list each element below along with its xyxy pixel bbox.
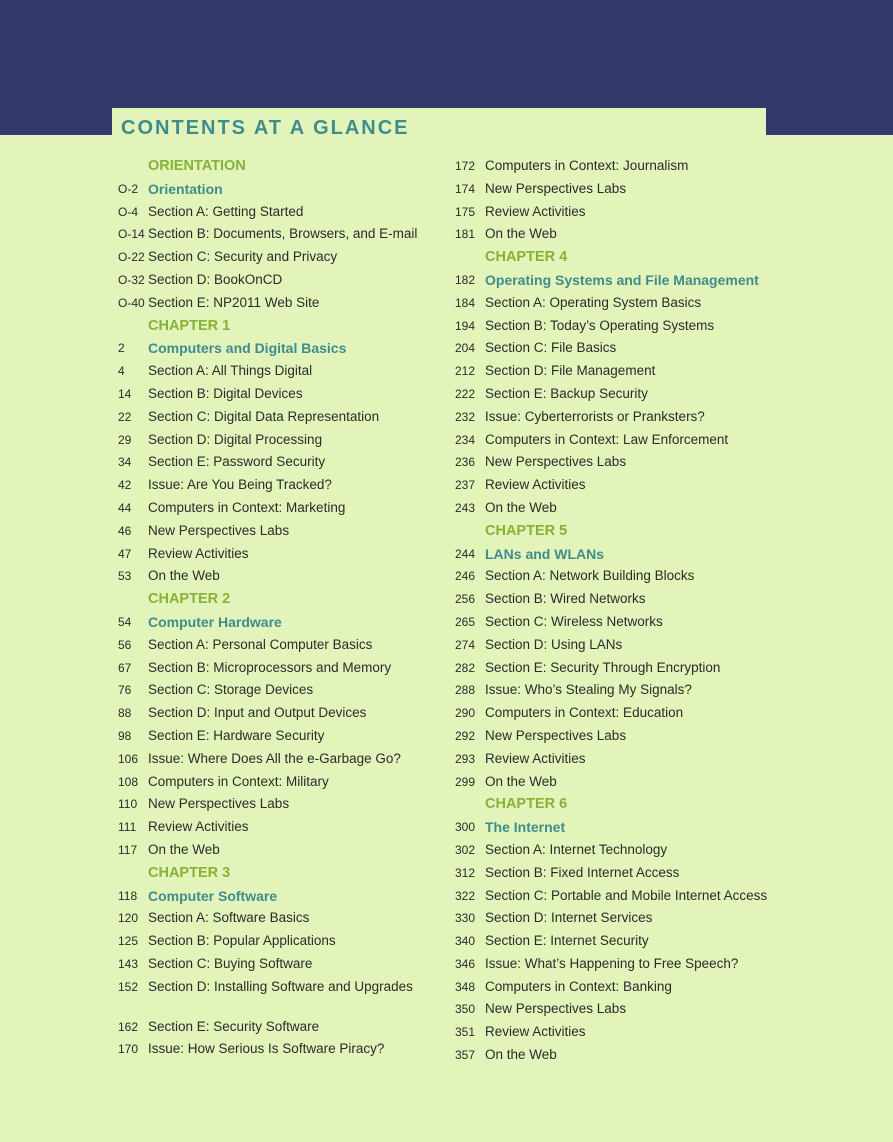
page-number: 118 xyxy=(118,888,138,903)
page-number: 4 xyxy=(118,364,125,379)
toc-entry xyxy=(118,223,443,246)
entry-title: Section A: Software Basics xyxy=(148,910,310,926)
toc-entry xyxy=(118,679,443,702)
entry-title: Section B: Microprocessors and Memory xyxy=(148,659,392,675)
page-number: 340 xyxy=(455,934,476,949)
entry-title: Review Activities xyxy=(148,545,249,561)
toc-entry xyxy=(118,1016,443,1039)
page-number: 322 xyxy=(455,888,476,903)
page-number: 234 xyxy=(455,432,476,447)
page-number: 88 xyxy=(118,706,132,721)
toc-entry xyxy=(455,292,775,315)
toc-entry xyxy=(118,292,443,315)
page-number: 288 xyxy=(455,683,476,698)
toc-entry xyxy=(118,429,443,452)
page-number: 47 xyxy=(118,546,132,561)
page-number: 175 xyxy=(455,204,476,219)
entry-title: Section C: Buying Software xyxy=(148,955,313,971)
toc-entry xyxy=(118,793,443,816)
entry-title: Section B: Popular Applications xyxy=(148,933,336,949)
entry-title: Issue: Where Does All the e-Garbage Go? xyxy=(148,750,401,766)
page-number: 117 xyxy=(118,842,138,857)
page-number xyxy=(455,246,485,248)
entry-title: Issue: What’s Happening to Free Speech? xyxy=(485,955,739,971)
entry-title: Computer Software xyxy=(148,887,278,904)
entry-title: New Perspectives Labs xyxy=(485,1001,627,1017)
entry-title: Section D: Input and Output Devices xyxy=(148,705,367,721)
entry-title: The Internet xyxy=(485,819,566,836)
toc-entry xyxy=(118,930,443,953)
chapter-label xyxy=(455,520,775,543)
page-number xyxy=(455,520,485,522)
toc-entry xyxy=(118,383,443,406)
entry-title: CHAPTER 2 xyxy=(148,591,231,608)
entry-title: On the Web xyxy=(148,568,220,584)
entry-title: Section D: BookOnCD xyxy=(148,271,283,287)
chapter-label xyxy=(118,315,443,338)
entry-title: ORIENTATION xyxy=(148,158,246,174)
page-number: O-40 xyxy=(118,295,145,310)
entry-title: Section D: Digital Processing xyxy=(148,431,323,447)
entry-title: Section C: File Basics xyxy=(485,340,617,356)
toc-entry xyxy=(455,611,775,634)
page-number: 357 xyxy=(455,1048,476,1063)
chapter-label xyxy=(118,862,443,885)
page-number xyxy=(118,155,148,157)
toc-entry xyxy=(455,1044,775,1067)
page-number: 244 xyxy=(455,546,476,561)
toc-entry xyxy=(455,429,775,452)
chapter-title-entry xyxy=(118,178,443,201)
page-number: 76 xyxy=(118,683,132,698)
page-number: 110 xyxy=(118,797,138,812)
page-number: 212 xyxy=(455,364,476,379)
entry-title: On the Web xyxy=(485,773,557,789)
entry-title: Computers in Context: Education xyxy=(485,705,684,721)
page-number: 348 xyxy=(455,979,476,994)
chapter-title-entry xyxy=(118,885,443,908)
entry-title: Computers in Context: Law Enforcement xyxy=(485,431,729,447)
page-number: 22 xyxy=(118,409,132,424)
toc-entry xyxy=(118,657,443,680)
entry-title: CHAPTER 4 xyxy=(485,249,568,266)
page-number: 222 xyxy=(455,386,476,401)
toc-entry xyxy=(455,383,775,406)
toc-entry xyxy=(455,998,775,1021)
entry-title: Section E: Hardware Security xyxy=(148,727,325,743)
toc-entry xyxy=(455,178,775,201)
page-number: 2 xyxy=(118,341,125,356)
entry-title: Issue: How Serious Is Software Piracy? xyxy=(148,1041,385,1057)
entry-title: Section C: Storage Devices xyxy=(148,682,314,698)
toc-left-column xyxy=(118,155,443,1061)
entry-title: Section D: Installing Software and Upgrades xyxy=(148,978,413,994)
page-number: 290 xyxy=(455,706,476,721)
toc-entry xyxy=(118,748,443,771)
toc-entry xyxy=(118,702,443,725)
entry-title: New Perspectives Labs xyxy=(148,796,290,812)
page-number: 106 xyxy=(118,751,139,766)
toc-right-column xyxy=(455,155,775,1067)
entry-title: Orientation xyxy=(148,180,223,197)
entry-title: Section E: Security Through Encryption xyxy=(485,659,721,675)
toc-entry xyxy=(118,1038,443,1061)
page-number xyxy=(455,793,485,795)
entry-title: Section D: Using LANs xyxy=(485,636,623,652)
entry-title: Issue: Cyberterrorists or Pranksters? xyxy=(485,408,705,424)
toc-entry xyxy=(118,246,443,269)
page-number: 152 xyxy=(118,979,139,994)
toc-entry xyxy=(455,657,775,680)
toc-entry xyxy=(455,315,775,338)
entry-title: On the Web xyxy=(485,499,557,515)
entry-title: Section A: Getting Started xyxy=(148,203,304,219)
page-number: 98 xyxy=(118,728,132,743)
toc-entry xyxy=(118,543,443,566)
page-number: 170 xyxy=(118,1042,139,1057)
page-number: O-14 xyxy=(118,227,145,242)
entry-title: New Perspectives Labs xyxy=(485,454,627,470)
page-number: 111 xyxy=(118,820,137,835)
page-number xyxy=(118,588,148,590)
page-number: 246 xyxy=(455,569,476,584)
toc-entry xyxy=(455,862,775,885)
page-number xyxy=(118,315,148,317)
entry-title: Section B: Today’s Operating Systems xyxy=(485,317,715,333)
toc-entry xyxy=(118,360,443,383)
entry-title: New Perspectives Labs xyxy=(485,180,627,196)
chapter-label xyxy=(118,155,443,178)
entry-title: New Perspectives Labs xyxy=(485,727,627,743)
page-number: 44 xyxy=(118,500,132,515)
page-number: 330 xyxy=(455,911,476,926)
entry-title: Computers in Context: Marketing xyxy=(148,499,346,515)
entry-title: Review Activities xyxy=(148,819,249,835)
chapter-title-entry xyxy=(455,269,775,292)
entry-title: On the Web xyxy=(148,841,220,857)
entry-title: Section E: Backup Security xyxy=(485,385,648,401)
entry-title: Section B: Digital Devices xyxy=(148,385,303,401)
entry-title: Review Activities xyxy=(485,203,586,219)
entry-title: Section A: Operating System Basics xyxy=(485,294,702,310)
chapter-title-entry xyxy=(118,611,443,634)
entry-title: Computers in Context: Banking xyxy=(485,978,672,994)
entry-title: Section E: Internet Security xyxy=(485,933,649,949)
entry-title: Issue: Are You Being Tracked? xyxy=(148,477,332,493)
entry-title: Review Activities xyxy=(485,477,586,493)
entry-title: Operating Systems and File Management xyxy=(485,271,759,288)
entry-title: CHAPTER 3 xyxy=(148,864,231,881)
toc-entry xyxy=(118,634,443,657)
page-number: 42 xyxy=(118,478,132,493)
page-number: 350 xyxy=(455,1002,476,1017)
toc-entry xyxy=(118,953,443,976)
page-number: 265 xyxy=(455,614,476,629)
entry-title: Section E: NP2011 Web Site xyxy=(148,294,320,310)
page-number: 125 xyxy=(118,934,139,949)
page-number: 237 xyxy=(455,478,476,493)
toc-entry xyxy=(118,451,443,474)
toc-entry xyxy=(455,953,775,976)
toc-entry xyxy=(118,771,443,794)
page-number: 108 xyxy=(118,774,139,789)
chapter-label xyxy=(455,793,775,816)
entry-title: Section B: Fixed Internet Access xyxy=(485,864,680,880)
page-number: 54 xyxy=(118,614,132,629)
entry-title: Section A: Internet Technology xyxy=(485,841,668,857)
page-number: O-4 xyxy=(118,204,139,219)
entry-title: Computers in Context: Journalism xyxy=(485,158,689,173)
toc-entry xyxy=(455,725,775,748)
toc-entry xyxy=(455,634,775,657)
toc-entry xyxy=(118,201,443,224)
page-number: 282 xyxy=(455,660,476,675)
page-number: O-32 xyxy=(118,272,145,287)
toc-entry xyxy=(455,1021,775,1044)
entry-title: CHAPTER 1 xyxy=(148,317,231,334)
page-number: 312 xyxy=(455,865,476,880)
chapter-label xyxy=(455,246,775,269)
toc-entry xyxy=(455,679,775,702)
entry-title: Section B: Wired Networks xyxy=(485,591,646,607)
toc-entry xyxy=(455,565,775,588)
page-number: 181 xyxy=(455,227,476,242)
page-title: CONTENTS AT A GLANCE xyxy=(121,117,410,139)
page-number: 194 xyxy=(455,318,476,333)
entry-title: Section B: Documents, Browsers, and E-mail xyxy=(148,226,418,242)
page-number: 143 xyxy=(118,956,139,971)
toc-entry xyxy=(455,588,775,611)
chapter-title-entry xyxy=(455,816,775,839)
entry-title: Review Activities xyxy=(485,750,586,766)
page-number: 300 xyxy=(455,820,476,835)
chapter-label xyxy=(118,588,443,611)
entry-title: On the Web xyxy=(485,1047,557,1063)
toc-entry xyxy=(118,839,443,862)
entry-title: Section C: Digital Data Representation xyxy=(148,408,380,424)
page-number: 256 xyxy=(455,592,476,607)
page-number xyxy=(118,862,148,864)
chapter-title-entry xyxy=(118,337,443,360)
toc-entry xyxy=(455,976,775,999)
toc-entry xyxy=(455,907,775,930)
page-number: 162 xyxy=(118,1019,139,1034)
page-number: O-22 xyxy=(118,250,145,265)
page-number: 243 xyxy=(455,500,476,515)
page-number: 346 xyxy=(455,956,476,971)
entry-title: Section A: All Things Digital xyxy=(148,363,313,379)
entry-title: LANs and WLANs xyxy=(485,545,604,562)
toc-entry xyxy=(118,520,443,543)
entry-title: Review Activities xyxy=(485,1024,586,1040)
entry-title: Computers in Context: Military xyxy=(148,773,329,789)
page-number: 120 xyxy=(118,911,139,926)
page-number: 56 xyxy=(118,637,132,652)
toc-entry xyxy=(455,406,775,429)
toc-entry xyxy=(455,360,775,383)
entry-title: Section C: Portable and Mobile Internet Access xyxy=(485,887,768,903)
page-number: 182 xyxy=(455,272,476,287)
entry-title: Section D: File Management xyxy=(485,363,656,379)
page-number: 67 xyxy=(118,660,132,675)
page-number: 274 xyxy=(455,637,476,652)
toc-entry xyxy=(455,223,775,246)
entry-title: Section D: Internet Services xyxy=(485,910,653,926)
toc-entry xyxy=(455,451,775,474)
toc-entry xyxy=(455,839,775,862)
page-number: 204 xyxy=(455,341,476,356)
entry-title: Issue: Who’s Stealing My Signals? xyxy=(485,682,692,698)
toc-entry xyxy=(118,565,443,588)
entry-title: Section E: Security Software xyxy=(148,1018,320,1034)
toc-entry xyxy=(455,155,775,178)
page-number: 46 xyxy=(118,523,132,538)
toc-entry xyxy=(455,771,775,794)
toc-entry xyxy=(118,269,443,292)
entry-title: New Perspectives Labs xyxy=(148,522,290,538)
toc-entry xyxy=(455,930,775,953)
toc-entry xyxy=(118,816,443,839)
entry-title: CHAPTER 6 xyxy=(485,796,568,813)
page-number: 293 xyxy=(455,751,476,766)
page-number: 236 xyxy=(455,455,476,470)
toc-entry xyxy=(455,337,775,360)
page-number: 351 xyxy=(455,1025,476,1040)
toc-entry xyxy=(455,748,775,771)
toc-entry xyxy=(118,907,443,930)
page-number: 29 xyxy=(118,432,132,447)
page-number: 184 xyxy=(455,295,476,310)
toc-entry xyxy=(118,406,443,429)
page-number: O-2 xyxy=(118,181,139,196)
toc-entry xyxy=(118,725,443,748)
page-number: 302 xyxy=(455,842,476,857)
entry-title: On the Web xyxy=(485,226,557,242)
toc-entry xyxy=(455,201,775,224)
toc-entry xyxy=(118,976,443,1016)
entry-title: Section E: Password Security xyxy=(148,454,326,470)
page-number: 172 xyxy=(455,159,476,173)
entry-title: CHAPTER 5 xyxy=(485,522,568,539)
toc-entry xyxy=(118,474,443,497)
entry-title: Computer Hardware xyxy=(148,613,282,630)
entry-title: Section C: Security and Privacy xyxy=(148,249,338,265)
entry-title: Computers and Digital Basics xyxy=(148,340,347,357)
page-number: 53 xyxy=(118,569,132,584)
page-number: 174 xyxy=(455,181,476,196)
page-number: 299 xyxy=(455,774,476,789)
toc-entry xyxy=(455,885,775,908)
toc-entry xyxy=(455,497,775,520)
page-number: 14 xyxy=(118,386,132,401)
page-number: 232 xyxy=(455,409,476,424)
entry-title: Section A: Network Building Blocks xyxy=(485,568,695,584)
entry-title: Section C: Wireless Networks xyxy=(485,613,663,629)
toc-entry xyxy=(118,497,443,520)
page-number: 34 xyxy=(118,455,132,470)
toc-entry xyxy=(455,702,775,725)
entry-title: Section A: Personal Computer Basics xyxy=(148,636,373,652)
page-number: 292 xyxy=(455,728,476,743)
toc-entry xyxy=(455,474,775,497)
chapter-title-entry xyxy=(455,543,775,566)
